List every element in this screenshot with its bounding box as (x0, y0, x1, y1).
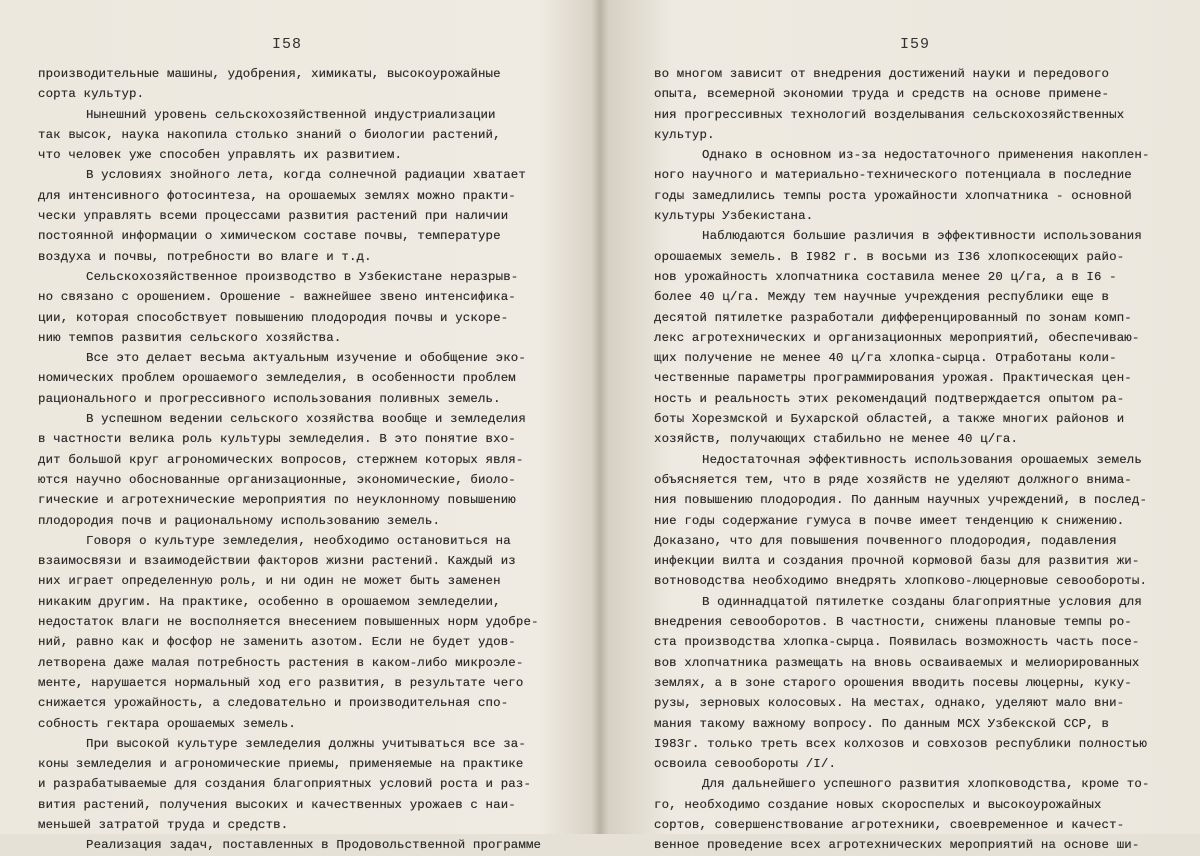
text-line: мания такому важному вопросу. По данным МСХ Узбекской ССР, в (654, 716, 1110, 731)
text-line: Нынешний уровень сельскохозяйственной индустриализации (86, 107, 496, 122)
text-line: Однако в основном из-за недостаточного применения накоплен- (702, 148, 1150, 163)
text-line: гические и агротехнические мероприятия по неуклонному повышению (38, 493, 516, 508)
text-line: но связано с орошением. Орошение - важнейшее звено интенсифика- (38, 290, 516, 305)
text-line: номических проблем орошаемого земледелия, в особенности проблем (38, 371, 516, 386)
text-line: Реализация задач, поставленных в Продовольственной программе (86, 838, 542, 853)
text-line: снижается урожайность, а следовательно и производительная спо- (38, 696, 509, 711)
page-text (38, 64, 578, 856)
text-line: дит большой круг агрономических вопросов, стержнем которых явля- (38, 452, 524, 467)
text-line: ного научного и материально-технического потенциала в последние (654, 168, 1132, 183)
text-line: щих получение не менее 40 ц/га хлопка-сырца. Отработаны коли- (654, 351, 1117, 366)
text-line: менте, нарушается нормальный ход его развития, в результате чего (38, 675, 524, 690)
text-line: рационального и прогрессивного использования поливных земель. (38, 391, 501, 406)
text-line: При высокой культуре земледелия должны учитываться все за- (86, 736, 526, 751)
text-line: Доказано, что для повышения почвенного плодородия, подавления (654, 533, 1117, 548)
page-number: I58 (272, 36, 303, 53)
text-line: Все это делает весьма актуальным изучение и обобщение эко- (86, 351, 526, 366)
text-line: внедрения севооборотов. В частности, снижены плановые темпы ро- (654, 615, 1132, 630)
text-line: объясняется тем, что в ряде хозяйств не уделяют должного внима- (654, 472, 1132, 487)
text-line: В условиях знойного лета, когда солнечной радиации хватает (86, 168, 526, 183)
text-line: недостаток влаги не восполняется внесением повышенных норм удобре- (38, 615, 539, 630)
left-page (0, 0, 600, 853)
text-line: более 40 ц/га. Между тем научные учреждения республики еще в (654, 290, 1110, 305)
text-line: и разрабатываемые для создания благоприятных условий роста и раз- (38, 777, 532, 792)
text-line: Наблюдаются большие различия в эффективности использования (702, 229, 1142, 244)
text-line: десятой пятилетке разработали дифференцированный по зонам комп- (654, 310, 1132, 325)
text-line: меньшей затратой труда и средств. (38, 817, 289, 832)
text-line: ния прогрессивных технологий возделывания сельскохозяйственных (654, 107, 1125, 122)
text-line: постоянной информации о химическом составе почвы, температуре (38, 229, 501, 244)
text-line: культур. (654, 127, 715, 142)
text-line: во многом зависит от внедрения достижений науки и передового (654, 67, 1110, 81)
text-line: боты Хорезмской и Бухарской областей, а также многих районов и (654, 412, 1125, 427)
text-line: ции, которая способствует повышению плодородия почвы и ускоре- (38, 310, 509, 325)
text-line: нию темпов развития сельского хозяйства. (38, 330, 342, 345)
text-line: ность и реальность этих рекомендаций подтверждается опытом ра- (654, 391, 1125, 406)
text-line: Недостаточная эффективность использования орошаемых земель (702, 452, 1142, 467)
text-line: лекс агротехнических и организационных мероприятий, обеспечиваю- (654, 330, 1140, 345)
text-line: них играет определенную роль, и ни один не может быть заменен (38, 574, 501, 589)
text-line: воздуха и почвы, потребности во влаге и т.д. (38, 249, 372, 264)
text-line: сортов, совершенствование агротехники, своевременное и качест- (654, 817, 1125, 832)
text-line: чественные параметры программирования урожая. Практическая цен- (654, 371, 1132, 386)
text-line: инфекции вилта и создания прочной кормовой базы для развития жи- (654, 554, 1140, 569)
text-line: ста производства хлопка-сырца. Появилась возможность часть посе- (654, 635, 1140, 650)
text-line: Говоря о культуре земледелия, необходимо остановиться на (86, 533, 511, 548)
text-line: опыта, всемерной экономии труда и средств на основе примене- (654, 87, 1110, 102)
text-line: го, необходимо создание новых скороспелых и высокоурожайных (654, 797, 1102, 812)
text-line: в частности велика роль культуры земледелия. В это понятие вхо- (38, 432, 516, 447)
text-line: годы замедлились темпы роста урожайности хлопчатника - основной (654, 188, 1132, 203)
text-line: хозяйств, получающих стабильно не менее 40 ц/га. (654, 432, 1019, 447)
text-line: В успешном ведении сельского хозяйства вообще и земледелия (86, 412, 526, 427)
text-line: так высок, наука накопила столько знаний о биологии растений, (38, 127, 501, 142)
text-line: ния повышению плодородия. По данным научных учреждений, в послед- (654, 493, 1148, 508)
text-line: летворена даже малая потребность растения в каком-либо микроэле- (38, 655, 524, 670)
text-line: венное проведение всех агротехнических мероприятий на основе ши- (654, 838, 1140, 853)
text-line: В одиннадцатой пятилетке созданы благоприятные условия для (702, 594, 1142, 609)
text-line: взаимосвязи и взаимодействии факторов жизни растений. Каждый из (38, 554, 516, 569)
text-line: орошаемых земель. В I982 г. в восьми из I36 хлопкосеющих райо- (654, 249, 1125, 264)
text-line: ние годы содержание гумуса в почве имеет тенденцию к снижению. (654, 513, 1125, 528)
text-line: коны земледелия и агрономические приемы, применяемые на практике (38, 757, 524, 772)
text-line: для интенсивного фотосинтеза, на орошаемых землях можно практи- (38, 188, 516, 203)
text-line: вотноводства необходимо внедрять хлопково-люцерновые севообороты. (654, 574, 1148, 589)
text-line: никаким другим. На практике, особенно в орошаемом земледелии, (38, 594, 501, 609)
text-line: рузы, зерновых колосовых. На местах, однако, уделяют мало вни- (654, 696, 1125, 711)
text-line: производительные машины, удобрения, химикаты, высокоурожайные (38, 67, 501, 81)
text-line: вития растений, получения высоких и качественных урожаев с наи- (38, 797, 516, 812)
text-line: ний, равно как и фосфор не заменить азотом. Если не будет удов- (38, 635, 516, 650)
text-line: Для дальнейшего успешного развития хлопководства, кроме то- (702, 777, 1150, 792)
text-line: нов урожайность хлопчатника составила менее 20 ц/га, а в I6 - (654, 269, 1117, 284)
text-line: ются научно обоснованные организационные, экономические, биоло- (38, 472, 516, 487)
text-line: сорта культур. (38, 87, 145, 102)
text-line: собность гектара орошаемых земель. (38, 716, 296, 731)
text-line: землях, а в зоне старого орошения вводить посевы люцерны, куку- (654, 675, 1132, 690)
page-text (654, 64, 1184, 856)
page-number: I59 (900, 36, 931, 53)
text-line: чески управлять всеми процессами развития растений при наличии (38, 209, 509, 224)
right-page (600, 0, 1200, 853)
text-line: освоила севообороты /I/. (654, 757, 837, 772)
text-line: плодородия почв и рациональному использованию земель. (38, 513, 441, 528)
text-line: культуры Узбекистана. (654, 209, 814, 224)
text-line: вов хлопчатника размещать на вновь осваиваемых и мелиорированных (654, 655, 1140, 670)
text-line: Сельскохозяйственное производство в Узбекистане неразрыв- (86, 269, 519, 284)
text-line: I983г. только треть всех колхозов и совхозов республики полностью (654, 736, 1148, 751)
text-line: что человек уже способен управлять их развитием. (38, 148, 403, 163)
